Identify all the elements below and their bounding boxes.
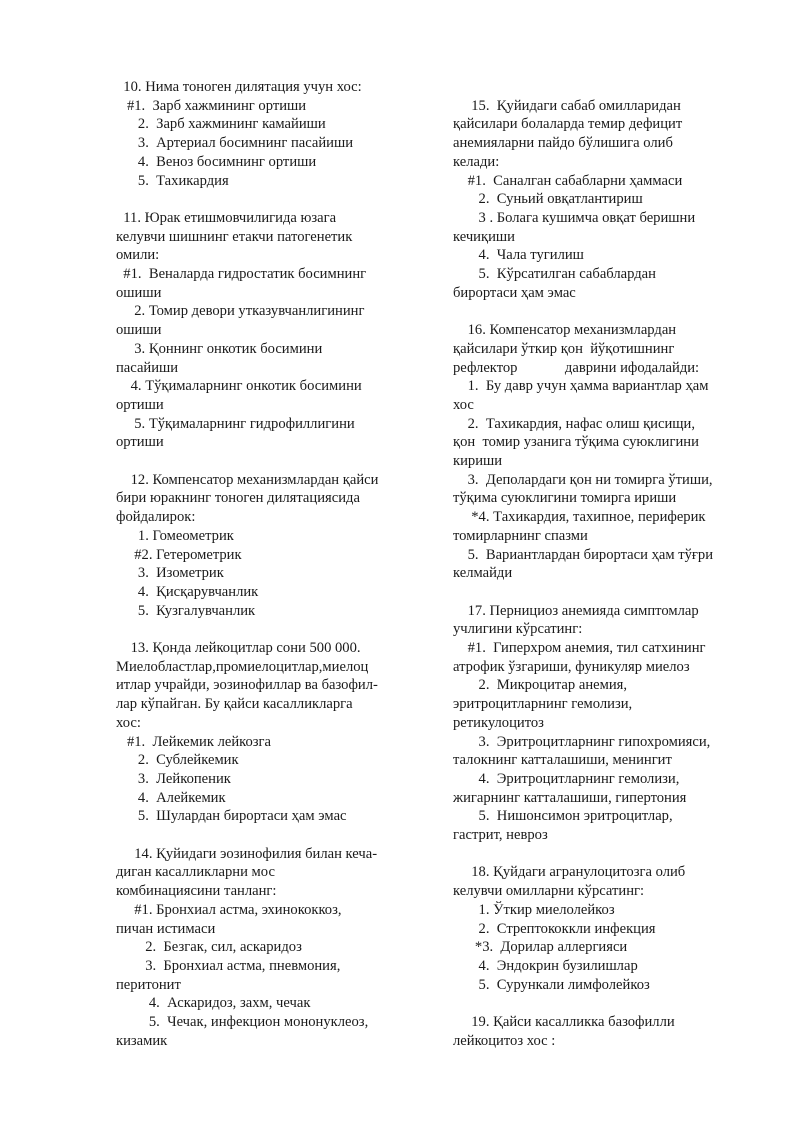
- blank-line: [116, 826, 406, 845]
- text-line: 17. Пернициоз анемияда симптомлар: [453, 602, 699, 619]
- text-line: 3. Эритроцитларнинг гипохромияси,: [453, 733, 711, 750]
- text-line: эритроцитларнинг гемолизи,: [453, 696, 633, 713]
- text-line: #1. Зарб хажмининг ортиши: [116, 97, 307, 114]
- text-line: пасайиши: [116, 359, 179, 376]
- text-line: 4. Тўқималарнинг онкотик босимини: [116, 378, 362, 395]
- text-line: 1. Гомеометрик: [116, 527, 234, 544]
- text-line: диган касалликларни мос: [116, 864, 275, 881]
- text-line: хос: [453, 396, 474, 413]
- text-line: #1. Саналган сабабларни ҳаммаси: [453, 172, 683, 189]
- text-line: талокнинг катталашиши, менингит: [453, 752, 672, 769]
- text-line: 19. Қайси касалликка базофилли: [453, 1014, 675, 1031]
- text-line: перитонит: [116, 976, 181, 993]
- text-line: итлар учрайди, эозинофиллар ва базофил-: [116, 677, 378, 694]
- text-line: 3. Деполардаги қон ни томирга ўтиши,: [453, 471, 713, 488]
- text-line: келувчи омилларни кўрсатинг:: [453, 883, 645, 900]
- text-line: 3. Бронхиал астма, пневмония,: [116, 957, 341, 974]
- text-line: 4. Чала тугилиш: [453, 247, 584, 264]
- text-line: 3. Қоннинг онкотик босимини: [116, 340, 323, 357]
- left-column: [116, 78, 406, 1051]
- text-line: 3 . Болага кушимча овқат беришни: [453, 209, 696, 226]
- blank-line: [116, 620, 406, 639]
- text-line: 5. Кўрсатилган сабаблардан: [453, 266, 656, 283]
- text-line: ретикулоцитоз: [453, 714, 544, 731]
- text-line: 2. Тахикардия, нафас олиш қисищи,: [453, 415, 695, 432]
- text-line: 2. Безгак, сил, аскаридоз: [116, 939, 302, 956]
- text-line: қайсилари ўткир қон йўқотишнинг: [453, 340, 675, 357]
- text-line: 15. Қуйидаги сабаб омилларидан: [453, 97, 681, 114]
- text-line: келади:: [453, 153, 500, 170]
- text-line: лейкоцитоз хос :: [453, 1032, 556, 1049]
- text-line: учлигини кўрсатинг:: [453, 621, 583, 638]
- text-line: 4. Аскаридоз, захм, чечак: [116, 995, 311, 1012]
- blank-line: [453, 845, 745, 864]
- blank-line: [116, 452, 406, 471]
- text-line: бирортаси ҳам эмас: [453, 284, 576, 301]
- blank-line: [453, 583, 745, 602]
- text-line: 4. Қисқарувчанлик: [116, 583, 259, 600]
- text-line: #2. Гетерометрик: [116, 546, 242, 563]
- text-line: келувчи шишнинг етакчи патогенетик: [116, 228, 353, 245]
- text-line: ортиши: [116, 434, 164, 451]
- text-line: 2. Микроцитар анемия,: [453, 677, 628, 694]
- text-line: бири юракнинг тоноген дилятациясида: [116, 490, 360, 507]
- text-line: 1. Бу давр учун ҳамма вариантлар ҳам: [453, 378, 709, 395]
- text-line: ошиши: [116, 322, 162, 339]
- text-line: 11. Юрак етишмовчилигида юзага: [116, 209, 337, 226]
- text-line: қайсилари болаларда темир дефицит: [453, 116, 683, 133]
- text-line: анемияларни пайдо бўлишига олиб: [453, 135, 673, 152]
- text-line: 2. Суньий овқатлантириш: [453, 191, 643, 208]
- text-line: қон томир узанига тўқима суюклигини: [453, 434, 699, 451]
- blank-line: [453, 78, 745, 97]
- text-line: тўқима суюклигини томирга ириши: [453, 490, 677, 507]
- text-line: жигарнинг катталашиши, гипертония: [453, 789, 687, 806]
- text-line: омили:: [116, 247, 160, 264]
- text-line: 5. Тўқималарнинг гидрофиллигини: [116, 415, 355, 432]
- text-line: 5. Тахикардия: [116, 172, 229, 189]
- text-line: ортиши: [116, 396, 164, 413]
- text-line: 4. Веноз босимнинг ортиши: [116, 153, 317, 170]
- text-line: 3. Изометрик: [116, 565, 224, 582]
- text-line: 14. Қуйидаги эозинофилия билан кеча-: [116, 845, 378, 862]
- text-line: 13. Қонда лейкоцитлар сони 500 000.: [116, 640, 361, 657]
- text-line: ошиши: [116, 284, 162, 301]
- text-line: 5. Нишонсимон эритроцитлар,: [453, 808, 673, 825]
- text-line: пичан истимаси: [116, 920, 216, 937]
- text-line: 5. Сурункали лимфолейкоз: [453, 976, 650, 993]
- blank-line: [453, 994, 745, 1013]
- text-line: 18. Қуйдаги агранулоцитозга олиб: [453, 864, 686, 881]
- text-line: 4. Эритроцитларнинг гемолизи,: [453, 770, 680, 787]
- text-line: 4. Эндокрин бузилишлар: [453, 957, 638, 974]
- text-line: атрофик ўзгариши, фуникуляр миелоз: [453, 658, 690, 675]
- right-column: [453, 78, 745, 1050]
- text-line: хос:: [116, 714, 141, 731]
- text-line: 2. Зарб хажмининг камайиши: [116, 116, 326, 133]
- blank-line: [453, 302, 745, 321]
- text-line: 1. Ўткир миелолейкоз: [453, 901, 615, 918]
- text-line: 3. Артериал босимнинг пасайиши: [116, 135, 354, 152]
- text-line: 2. Томир девори утказувчанлигининг: [116, 303, 365, 320]
- text-line: 3. Лейкопеник: [116, 770, 231, 787]
- text-line: лар кўпайган. Бу қайси касалликларга: [116, 696, 353, 713]
- text-line: гастрит, невроз: [453, 827, 548, 844]
- text-line: келмайди: [453, 565, 513, 582]
- text-line: фойдалирок:: [116, 509, 196, 526]
- text-line: 4. Алейкемик: [116, 789, 226, 806]
- text-line: комбинациясини танланг:: [116, 883, 277, 900]
- text-line: 10. Нима тоноген дилятация учун хос:: [116, 79, 362, 95]
- text-line: #1. Бронхиал астма, эхинококкоз,: [116, 901, 342, 918]
- text-line: *4. Тахикардия, тахипное, периферик: [453, 509, 706, 526]
- text-line: 12. Компенсатор механизмлардан қайси: [116, 471, 379, 488]
- text-line: кизамик: [116, 1032, 168, 1049]
- text-line: Миелобластлар,промиелоцитлар,миелоц: [116, 658, 369, 675]
- text-line: #1. Гиперхром анемия, тил сатхининг: [453, 640, 706, 657]
- text-line: кириши: [453, 453, 503, 470]
- text-line: кечиқиши: [453, 228, 515, 245]
- text-line: 5. Вариантлардан бирортаси ҳам тўғри: [453, 546, 714, 563]
- text-line: 5. Чечак, инфекцион мононуклеоз,: [116, 1014, 369, 1031]
- text-line: #1. Веналарда гидростатик босимнинг: [116, 266, 367, 283]
- text-line: #1. Лейкемик лейкозга: [116, 733, 272, 750]
- text-line: 2. Стрептококкли инфекция: [453, 920, 656, 937]
- text-line: томирларнинг спазми: [453, 527, 588, 544]
- blank-line: [116, 190, 406, 209]
- text-line: 5. Шулардан бирортаси ҳам эмас: [116, 808, 347, 825]
- text-line: рефлектор даврини ифодалайди:: [453, 359, 700, 376]
- text-line: *3. Дорилар аллергияси: [453, 939, 628, 956]
- text-line: 2. Сублейкемик: [116, 752, 239, 769]
- text-line: 16. Компенсатор механизмлардан: [453, 322, 677, 339]
- text-line: 5. Кузгалувчанлик: [116, 602, 256, 619]
